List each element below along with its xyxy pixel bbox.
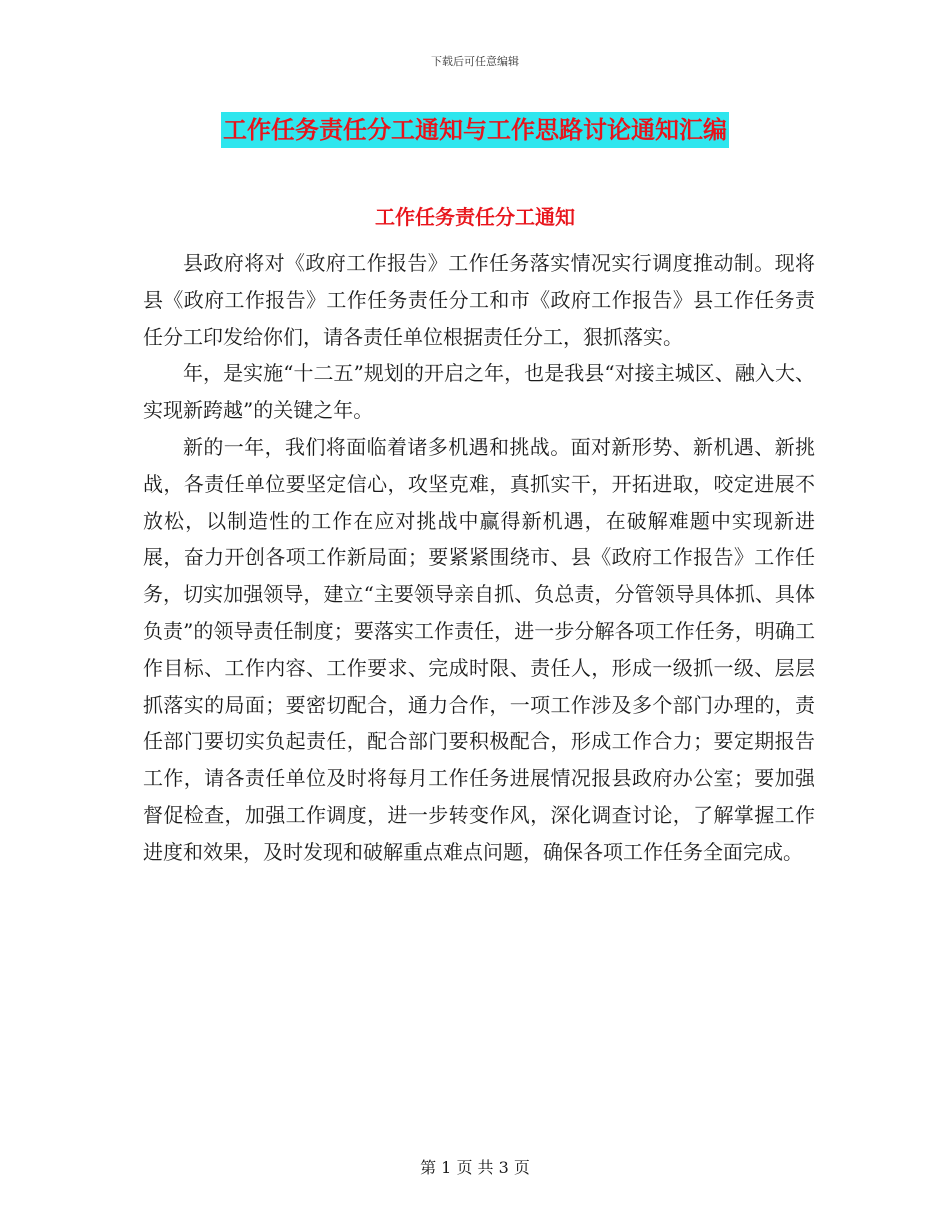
body-paragraph: 县政府将对《政府工作报告》工作任务落实情况实行调度推动制。现将县《政府工作报告》工作任务责任分工和市《政府工作报告》县工作任务责任分工印发给你们，请各责任单位根据责任分工，狠抓落实。 xyxy=(143,251,815,349)
document-body xyxy=(143,245,815,871)
body-paragraph: 新的一年，我们将面临着诸多机遇和挑战。面对新形势、新机遇、新挑战，各责任单位要坚定信心，攻坚克难，真抓实干，开拓进取，咬定进展不放松，以制造性的工作在应对挑战中赢得新机遇，在破解难题中实现新进展，奋力开创各项工作新局面；要紧紧围绕市、县《政府工作报告》工作任务，切实加强领导，建立“主要领导亲自抓、负总责，分管领导具体抓、具体负责”的领导责任制度；要落实工作责任，进一步分解各项工作任务，明确工作目标、工作内容、工作要求、完成时限、责任人，形成一级抓一级、层层抓落实的局面；要密切配合，通力合作，一项工作涉及多个部门办理的，责任部门要切实负起责任，配合部门要积极配合，形成工作合力；要定期报告工作，请各责任单位及时将每月工作任务进展情况报县政府办公室；要加强督促检查，加强工作调度，进一步转变作风，深化调查讨论，了解掌握工作进度和效果，及时发现和破解重点难点问题，确保各项工作任务全面完成。 xyxy=(143,434,815,864)
section-title: 工作任务责任分工通知 xyxy=(375,205,575,229)
page-number-footer: 第 1 页 共 3 页 xyxy=(420,1158,530,1177)
body-paragraph: 年，是实施“十二五”规划的开启之年，也是我县“对接主城区、融入大、实现新跨越”的关键之年。 xyxy=(143,361,815,423)
page-header-note: 下载后可任意编辑 xyxy=(431,55,519,68)
document-title-container xyxy=(0,112,950,148)
document-title: 工作任务责任分工通知与工作思路讨论通知汇编 xyxy=(221,112,729,148)
